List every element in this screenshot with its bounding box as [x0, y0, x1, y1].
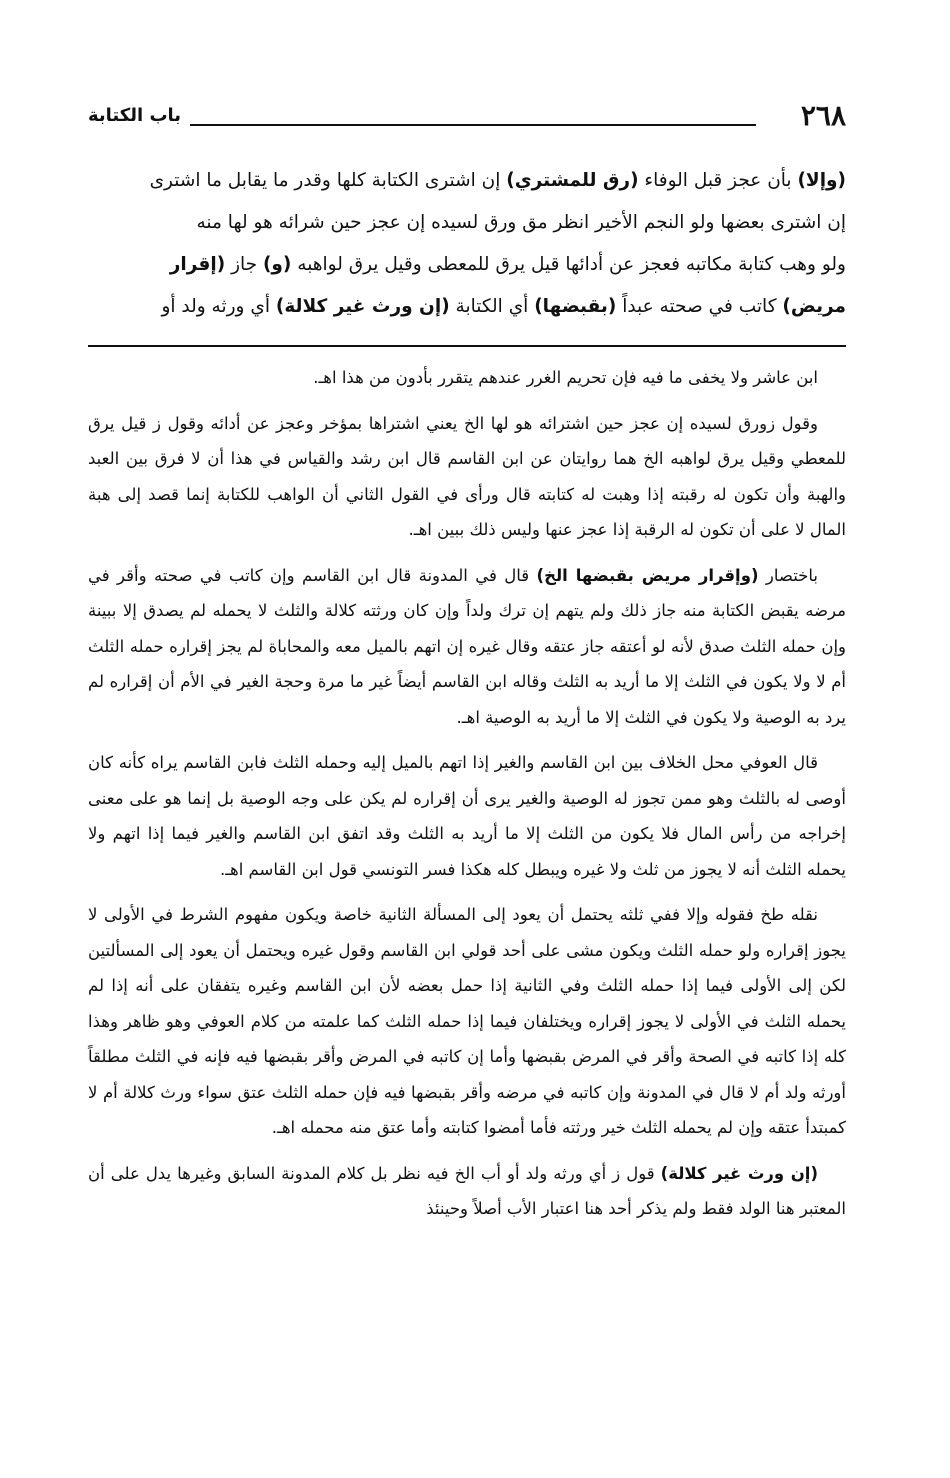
commentary-paragraph-6: (إن ورث غير كلالة) قول ز أي ورثه ولد أو أب الخ فيه نظر بل كلام المدونة السابق وغيرها يدل على أن المعتبر هنا الولد فقط ولم يذكر أحد هنا اعتبار الأب أصلاً وحينئذ	[88, 1163, 846, 1218]
running-header	[88, 96, 846, 136]
commentary-paragraph-2: وقول زورق لسيده إن عجز حين اشترائه هو لها الخ يعني اشتراها بمؤخر وعجز عن أدائه وقول ز قيل يرق للمعطي وقيل يرق لواهبه الخ هما روايتان عن ابن القاسم قال ابن رشد والقياس في هذا أن لا فرق بين العبد والهبة وأن تكون له رقبته إذا وهبت له كتابته قال ورأى في القول الثاني أن الواهب للكتابة إنما قصد إلى هبة المال لا على أن تكون له الرقبة إذا عجز عنها وليس ذلك ببين اهـ.	[88, 413, 846, 539]
page-number: ٢٦٨	[800, 99, 846, 132]
commentary-paragraph-3: باختصار (وإقرار مريض بقبضها الخ) قال في المدونة قال ابن القاسم وإن كاتب في صحته وأقر في مرضه يقبض الكتابة منه جاز ذلك ولم يتهم إن ترك ولداً وإن كان ورثته كلالة والثلث لا يحمله لم يصدق إلا ببينة وإن حمله الثلث صدق لأنه لو أعتقه جاز عتقه وقال غيره إن اتهم بالميل معه والمحاباة لم يجز إقراره حمله الثلث أم لا ولا يكون في الثلث إلا ما أريد به الثلث وقاله ابن القاسم أيضاً غير ما مرة وحجة الغير في الأم أن إقراره لم يرد به الوصية ولا يكون في الثلث إلا ما أريد به الوصية اهـ.	[88, 565, 846, 727]
main-line-4: مريض) كاتب في صحته عبداً (بقبضها) أي الكتابة (إن ورث غير كلالة) أي ورثه ولد أو	[161, 296, 846, 317]
chapter-title: باب الكتابة	[88, 105, 182, 126]
main-text	[88, 160, 846, 328]
commentary-paragraph-5: نقله طخ فقوله وإلا ففي ثلثه يحتمل أن يعود إلى المسألة الثانية خاصة ويكون مفهوم الشرط في الأولى لا يجوز إقراره ولو حمله الثلث ويكون مشى على أحد قولي ابن القاسم وقول غيره ويحتمل أن يعود إلى المسألتين لكن إلى الأولى فيما إذا حمله الثلث وفي الثانية إذا حمل بعضه لأن ابن القاسم وغيره يتفقان على أنه إذا لم يحمله الثلث في الأولى لا يجوز إقراره ويختلفان فيما إذا حمله الثلث كما علمته من كلام العوفي وهو ظاهر وهذا كله إذا كاتبه في الصحة وأقر في المرض بقبضها وأما إن كاتبه في المرض وأقر بقبضها فيه فإنه في الثلث مطلقاً أورثه ولد أم لا قال في المدونة وإن كاتبه في مرضه وأقر بقبضها فيه فإن حمله الثلث عتق سواء ورث كلالة أم لا كمبتدأ عتقه وإن لم يحمله الثلث خير ورثته فأما أمضوا كتابته وأما عتق منه محمله اهـ.	[88, 905, 846, 1137]
main-line-3: ولو وهب كتابة مكاتبه فعجز عن أدائها قيل يرق للمعطى وقيل يرق لواهبه (و) جاز (إقرار	[169, 254, 846, 275]
header-rule	[190, 124, 756, 126]
section-separator	[88, 345, 846, 347]
commentary-paragraph-1: ابن عاشر ولا يخفى ما فيه فإن تحريم الغرر عندهم يتقرر بأدون من هذا اهـ.	[313, 368, 818, 387]
commentary	[88, 360, 846, 1237]
main-line-1: (وإلا) بأن عجز قبل الوفاء (رق للمشتري) إن اشترى الكتابة كلها وقدر ما يقابل ما اشترى	[149, 170, 846, 191]
main-line-2: إن اشترى بعضها ولو النجم الأخير انظر مق ورق لسيده إن عجز حين شرائه هو لها منه	[196, 212, 846, 233]
commentary-paragraph-4: قال العوفي محل الخلاف بين ابن القاسم والغير إذا اتهم بالميل إليه وحمله الثلث فابن القاسم يراه كأنه كان أوصى له بالثلث وهو ممن تجوز له الوصية والغير يرى أن إقراره لم يكن على وجه الوصية بل إنما هو على معنى إخراجه من رأس المال فلا يكون من الثلث إلا ما أريد به الثلث وقد اتفق ابن القاسم والغير فيما إذا اتهم ولا يحمله الثلث أنه لا يجوز من ثلث ولا غيره ويبطل كله هكذا فسر التونسي قول ابن القاسم اهـ.	[88, 753, 846, 879]
